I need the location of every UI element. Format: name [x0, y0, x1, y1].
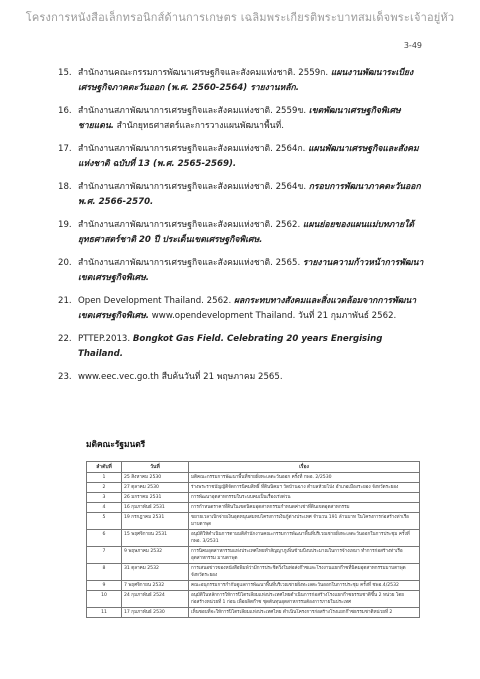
cell-subject: การเสนอข่าวของหนังสือพิมพ์ว่ามีการประชิดวิ่งในท่อส่งก๊าซและโรงงานแยกก๊าซที่นิคมอุตสาหกรรมมาบตาพุด จังหวัดระยอง — [189, 564, 420, 581]
cell-order: 7 — [87, 547, 122, 564]
cell-date: 19 กรกฎาคม 2531 — [122, 513, 189, 530]
reference-number: 19. — [58, 220, 72, 230]
cell-subject: มติคณะกรรมการพัฒนาพื้นที่ชายฝั่งทะเลตะวันออก ครั้งที่ กพอ. 2/2530 — [189, 473, 420, 483]
table-row — [87, 581, 420, 591]
cell-date: 7 พฤศจิกายน 2532 — [122, 581, 189, 591]
cell-subject: ร่างพระราชบัญญัติจัดการนิคมสิทธิ์ ที่ดินนิคมฯ วัดบ้านฉาง ตำบลห้วยโป่ง อำเภอเมืองระยอง จังหวัดระยอง — [189, 483, 420, 493]
col-header-date: วันที่ — [122, 462, 189, 473]
reference-number: 21. — [58, 296, 72, 306]
cell-subject: อนุมัติในหลักการให้การปิโตรเลียมแห่งประเทศไทยดำเนินการก่อสร้างโรงแยกก๊าซธรรมชาติขึ้น 2 หน่วย โดยก่อสร้างหน่วยที่ 1 ก่อน เพื่อผลิตก๊าซ ชุดต้นทุนอุตสาหกรรมต้องการภายในประเทศ — [189, 591, 420, 608]
reference-item — [58, 256, 424, 286]
reference-tail: www.opendevelopment Thailand. วันที่ 21 กุมภาพันธ์ 2562. — [149, 311, 397, 321]
reference-text: สำนักงานสภาพัฒนาการเศรษฐกิจและสังคมแห่งชาติ. 2559ข. — [78, 106, 309, 116]
reference-text: www.eec.vec.go.th สืบค้นวันที่ 21 พฤษภาคม 2565. — [78, 372, 283, 382]
reference-item — [58, 104, 424, 134]
table-row — [87, 591, 420, 608]
col-header-order: ลำดับที่ — [87, 462, 122, 473]
reference-title: เขตพัฒนาเศรษฐกิจพิเศษชายแดน. — [78, 106, 401, 131]
cell-order: 4 — [87, 503, 122, 513]
cell-date: 25 สิงหาคม 2530 — [122, 473, 189, 483]
cell-order: 10 — [87, 591, 122, 608]
reference-item — [58, 370, 424, 385]
cell-order: 8 — [87, 564, 122, 581]
reference-title: ผลกระทบทางสังคมและสิ่งแวดล้อมจากการพัฒนาเขตเศรษฐกิจพิเศษ. — [78, 296, 417, 321]
reference-text: สำนักงานสภาพัฒนาการเศรษฐกิจและสังคมแห่งชาติ. 2562. — [78, 220, 303, 230]
reference-number: 16. — [58, 106, 72, 116]
cell-order: 2 — [87, 483, 122, 493]
reference-text: สำนักงานคณะกรรมการพัฒนาเศรษฐกิจและสังคมแห่งชาติ. 2559ก. — [78, 68, 331, 78]
reference-number: 17. — [58, 144, 72, 154]
cell-subject: ขยายเวลาเบิกจ่ายเงินอุดหนุนสมทบโครงการเงินกู้ต่างประเทศ จำนวน 191 ล้านบาท ในโครงการก่อสร้างท่าเรือมาบตาพุด — [189, 513, 420, 530]
cell-order: 3 — [87, 493, 122, 503]
reference-item — [58, 66, 424, 96]
cell-date: 15 พฤศจิกายน 2531 — [122, 530, 189, 547]
cell-order: 11 — [87, 608, 122, 618]
table-row — [87, 503, 420, 513]
reference-list — [58, 66, 424, 393]
cell-order: 5 — [87, 513, 122, 530]
table-row — [87, 547, 420, 564]
table-row — [87, 483, 420, 493]
cell-subject: การพัฒนาอุตสาหกรรมในระบบคมเป็นเรื่องเร่งด่วน — [189, 493, 420, 503]
table-row — [87, 473, 420, 483]
cell-date: 9 พฤษภาคม 2532 — [122, 547, 189, 564]
reference-title: รายงานความก้าวหน้าการพัฒนาเขตเศรษฐกิจพิเศษ. — [78, 258, 424, 283]
reference-text: Open Development Thailand. 2562. — [78, 296, 234, 306]
table-row — [87, 513, 420, 530]
cell-subject: การนิคมอุตสาหกรรมแห่งประเทศไทยทำสัญญาภูเพิ่นข้ามปีงบประมาณในการจ้างเหมา ทำการก่อสร้างท่าเรืออุตสาหกรรม มาบตาพุด — [189, 547, 420, 564]
reference-item — [58, 218, 424, 248]
cell-order: 9 — [87, 581, 122, 591]
section-title: มติคณะรัฐมนตรี — [86, 439, 146, 449]
table-row — [87, 493, 420, 503]
cell-date: 31 ตุลาคม 2532 — [122, 564, 189, 581]
reference-title: กรอบการพัฒนาภาคตะวันออก พ.ศ. 2566-2570. — [78, 182, 421, 207]
cell-subject: การกำหนดราคาที่ดินในเขตนิคมอุตสาหกรรมกำหนดค่าเช่าที่ดินเขตอุตสาหกรรม — [189, 503, 420, 513]
page-number: 3-49 — [403, 41, 422, 50]
reference-title: Bongkot Gas Field. Celebrating 20 years Energising Thailand. — [78, 334, 383, 359]
reference-number: 23. — [58, 372, 72, 382]
cell-date: 24 กุมภาพันธ์ 2524 — [122, 591, 189, 608]
reference-number: 20. — [58, 258, 72, 268]
reference-tail: สำนักยุทธศาสตร์และการวางแผนพัฒนาพื้นที่. — [113, 121, 284, 131]
table-row — [87, 564, 420, 581]
reference-text: สำนักงานสภาพัฒนาการเศรษฐกิจและสังคมแห่งชาติ. 2564ก. — [78, 144, 309, 154]
col-header-subject: เรื่อง — [189, 462, 420, 473]
running-header: โครงการหนังสือเล็กทรอนิกส์ด้านการเกษตร เฉลิมพระเกียรติพระบาทสมเด็จพระเจ้าอยู่หัว — [25, 11, 455, 24]
reference-item — [58, 294, 424, 324]
cabinet-resolutions-table — [86, 461, 420, 618]
cell-subject: คณะอนุกรรมการกำกับดูแลการพัฒนาพื้นที่บริเวณชายฝั่งทะเลตะวันออกในการประชุม ครั้งที่ ชพอ.4/2532 — [189, 581, 420, 591]
reference-text: สำนักงานสภาพัฒนาการเศรษฐกิจและสังคมแห่งชาติ. 2564ข. — [78, 182, 309, 192]
cell-subject: อนุมัติให้ดำเนินการตามมติสำนักงานคณะกรรมการพัฒนาพื้นที่บริเวณชายฝั่งทะเลตะวันออกในการประชุม ครั้งที่ กพอ. 3/2531 — [189, 530, 420, 547]
table-header-row — [87, 462, 420, 473]
cell-date: 17 กุมภาพันธ์ 2530 — [122, 608, 189, 618]
reference-item — [58, 332, 424, 362]
cell-date: 26 มกราคม 2531 — [122, 493, 189, 503]
reference-title: แผนพัฒนาเศรษฐกิจและสังคมแห่งชาติ ฉบับที่ 13 (พ.ศ. 2565-2569). — [78, 144, 419, 169]
cell-order: 1 — [87, 473, 122, 483]
reference-title: แผนงานพัฒนาระเบียงเศรษฐกิจภาคตะวันออก (พ.ศ. 2560-2564) รายงานหลัก. — [78, 68, 414, 93]
reference-item — [58, 142, 424, 172]
cell-date: 16 กุมภาพันธ์ 2531 — [122, 503, 189, 513]
table-row — [87, 530, 420, 547]
reference-number: 22. — [58, 334, 72, 344]
reference-number: 18. — [58, 182, 72, 192]
cell-date: 27 ตุลาคม 2530 — [122, 483, 189, 493]
reference-text: สำนักงานสภาพัฒนาการเศรษฐกิจและสังคมแห่งชาติ. 2565. — [78, 258, 303, 268]
reference-number: 15. — [58, 68, 72, 78]
reference-item — [58, 180, 424, 210]
reference-title: แผนย่อยของแผนแม่บทภายใต้ยุทธศาสตร์ชาติ 20 ปี ประเด็นเขตเศรษฐกิจพิเศษ. — [78, 220, 414, 245]
reference-text: PTTEP.2013. — [78, 334, 133, 344]
cell-subject: เห็นชอบที่จะให้การปิโตรเลียมแห่งประเทศไทย ดำเนินโครงการก่อสร้างโรงแยกก๊าซธรรมชาติหน่วยที่ 2 — [189, 608, 420, 618]
table-row — [87, 608, 420, 618]
cell-order: 6 — [87, 530, 122, 547]
